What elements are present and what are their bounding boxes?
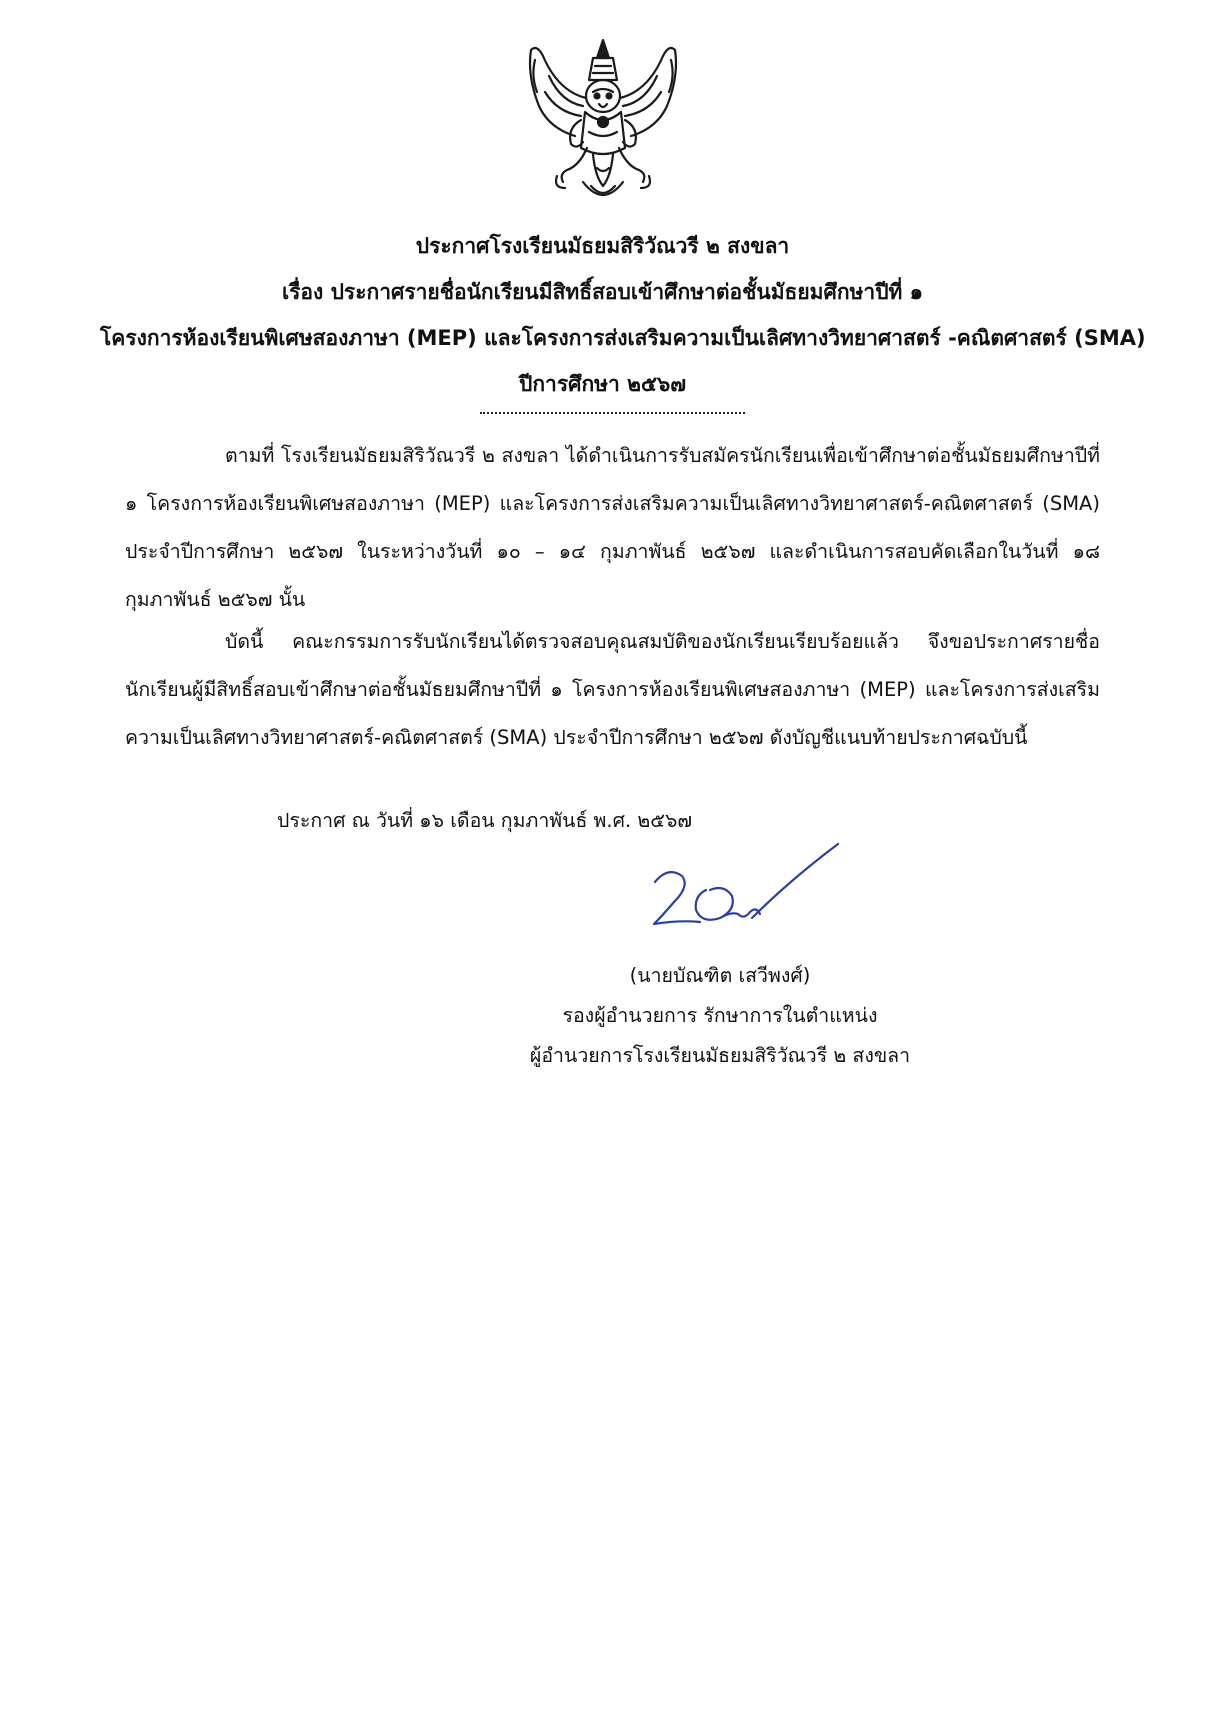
paragraph-announcement-text: บัดนี้ คณะกรรมการรับนักเรียนได้ตรวจสอบคุณสมบัติของนักเรียนเรียบร้อยแล้ว จึงขอประกาศรายชื่อนักเรียนผู้มีสิทธิ์สอบเข้าศึกษาต่อชั้นมัธยมศึกษาปีที่ ๑ โครงการห้องเรียนพิเศษสองภาษา (MEP) และโครงการส่งเสริมความเป็นเลิศทางวิทยาศาสตร์-คณิตศาสตร์ (SMA) ประจำปีการศึกษา ๒๕๖๗ ดังบัญชีแนบท้ายประกาศฉบับนี้ xyxy=(125,630,1100,749)
dotted-divider xyxy=(480,412,745,414)
signatory-title: ผู้อำนวยการโรงเรียนมัธยมสิริวัณวรี ๒ สงขลา xyxy=(529,1044,911,1067)
paragraph-background-text: ตามที่ โรงเรียนมัธยมสิริวัณวรี ๒ สงขลา ได้ดำเนินการรับสมัครนักเรียนเพื่อเข้าศึกษาต่อชั้นมัธยมศึกษาปีที่ ๑ โครงการห้องเรียนพิเศษสองภาษา (MEP) และโครงการส่งเสริมความเป็นเลิศทางวิทยาศาสตร์-คณิตศาสตร์ (SMA) ประจำปีการศึกษา ๒๕๖๗ ในระหว่างวันที่ ๑๐ – ๑๔ กุมภาพันธ์ ๒๕๖๗ และดำเนินการสอบคัดเลือกในวันที่ ๑๘ กุมภาพันธ์ ๒๕๖๗ นั้น xyxy=(125,444,1100,611)
announcement-academic-year: ปีการศึกษา ๒๕๖๗ xyxy=(519,372,686,396)
announcement-subject: เรื่อง ประกาศรายชื่อนักเรียนมีสิทธิ์สอบเข้าศึกษาต่อชั้นมัธยมศึกษาปีที่ ๑ xyxy=(281,280,924,304)
signature-icon xyxy=(640,840,860,950)
announcement-programs: โครงการห้องเรียนพิเศษสองภาษา (MEP) และโครงการส่งเสริมความเป็นเลิศทางวิทยาศาสตร์ -คณิตศาสตร์ (SMA) xyxy=(100,326,1146,350)
paragraph-announcement xyxy=(125,618,1100,762)
signatory-position: รองผู้อำนวยการ รักษาการในตำแหน่ง xyxy=(562,1004,878,1027)
announcement-heading: ประกาศโรงเรียนมัธยมสิริวัณวรี ๒ สงขลา xyxy=(415,234,790,258)
announcement-date: ประกาศ ณ วันที่ ๑๖ เดือน กุมภาพันธ์ พ.ศ. ๒๕๖๗ xyxy=(277,809,693,832)
garuda-emblem-icon xyxy=(513,36,693,214)
paragraph-background xyxy=(125,432,1100,624)
signatory-name: (นายบัณฑิต เสวีพงศ์) xyxy=(629,964,811,987)
